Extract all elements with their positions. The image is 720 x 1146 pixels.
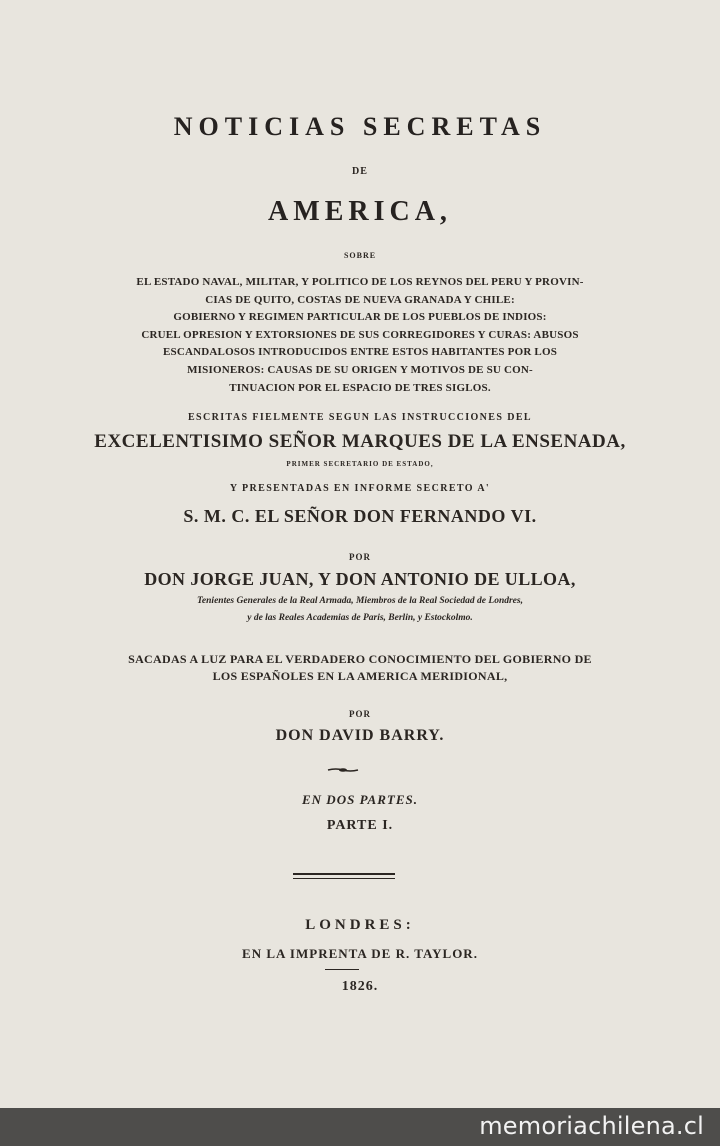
divider-rule-thin (293, 878, 395, 879)
description-line: CIAS DE QUITO, COSTAS DE NUEVA GRANADA Y CHILE: (205, 293, 515, 306)
part-number: PARTE I. (326, 818, 394, 833)
parts-note: EN DOS PARTES. (302, 792, 418, 807)
short-rule (325, 969, 359, 970)
watermark-bar (0, 1108, 720, 1146)
authors: DON JORGE JUAN, Y DON ANTONIO DE ULLOA, (144, 569, 576, 589)
description-line: ESCANDALOSOS INTRODUCIDOS ENTRE ESTOS HABITANTES POR LOS (162, 346, 558, 359)
description-line: MISIONEROS: CAUSAS DE SU ORIGEN Y MOTIVOS DE SU CON- (187, 363, 533, 376)
description-line: TINUACION POR EL ESPACIO DE TRES SIGLOS. (229, 381, 491, 394)
king-name: S. M. C. EL SEÑOR DON FERNANDO VI. (183, 506, 537, 526)
editor-name: DON DAVID BARRY. (275, 727, 445, 744)
book-title: NOTICIAS SECRETAS (173, 112, 547, 141)
title-connector-de: DE (352, 166, 368, 177)
por-authors: POR (349, 552, 371, 562)
presentadas-line: Y PRESENTADAS EN INFORME SECRETO A' (229, 483, 491, 494)
patron-title: PRIMER SECRETARIO DE ESTADO, (286, 460, 434, 468)
escritas-line: ESCRITAS FIELMENTE SEGUN LAS INSTRUCCIONES DEL (187, 412, 532, 423)
por-editor: POR (349, 709, 371, 719)
patron-name: EXCELENTISIMO SEÑOR MARQUES DE LA ENSENADA, (94, 431, 626, 452)
ornament-icon (326, 762, 360, 778)
site-watermark: memoriachilena.cl (479, 1112, 704, 1140)
book-title-america: AMERICA, (268, 196, 452, 227)
espanoles-line: LOS ESPAÑOLES EN LA AMERICA MERIDIONAL, (212, 669, 508, 683)
title-connector-sobre: SOBRE (343, 251, 377, 260)
authors-academies: y de las Reales Academias de Paris, Berlin, y Estockolmo. (247, 613, 473, 623)
description-line: EL ESTADO NAVAL, MILITAR, Y POLITICO DE LOS REYNOS DEL PERU Y PROVIN- (136, 276, 584, 288)
imprint-place: LONDRES: (305, 917, 415, 933)
imprint-year: 1826. (341, 979, 379, 994)
description-line: CRUEL OPRESION Y EXTORSIONES DE SUS CORREGIDORES Y CURAS: ABUSOS (141, 328, 579, 341)
imprint-printer: EN LA IMPRENTA DE R. TAYLOR. (242, 946, 478, 961)
divider-rule (293, 873, 395, 875)
sacadas-line: SACADAS A LUZ PARA EL VERDADERO CONOCIMIENTO DEL GOBIERNO DE (128, 652, 592, 666)
description-line: GOBIERNO Y REGIMEN PARTICULAR DE LOS PUEBLOS DE INDIOS: (173, 311, 547, 324)
authors-credentials: Tenientes Generales de la Real Armada, Miembros de la Real Sociedad de Londres, (197, 596, 523, 606)
subject-description (76, 274, 644, 397)
